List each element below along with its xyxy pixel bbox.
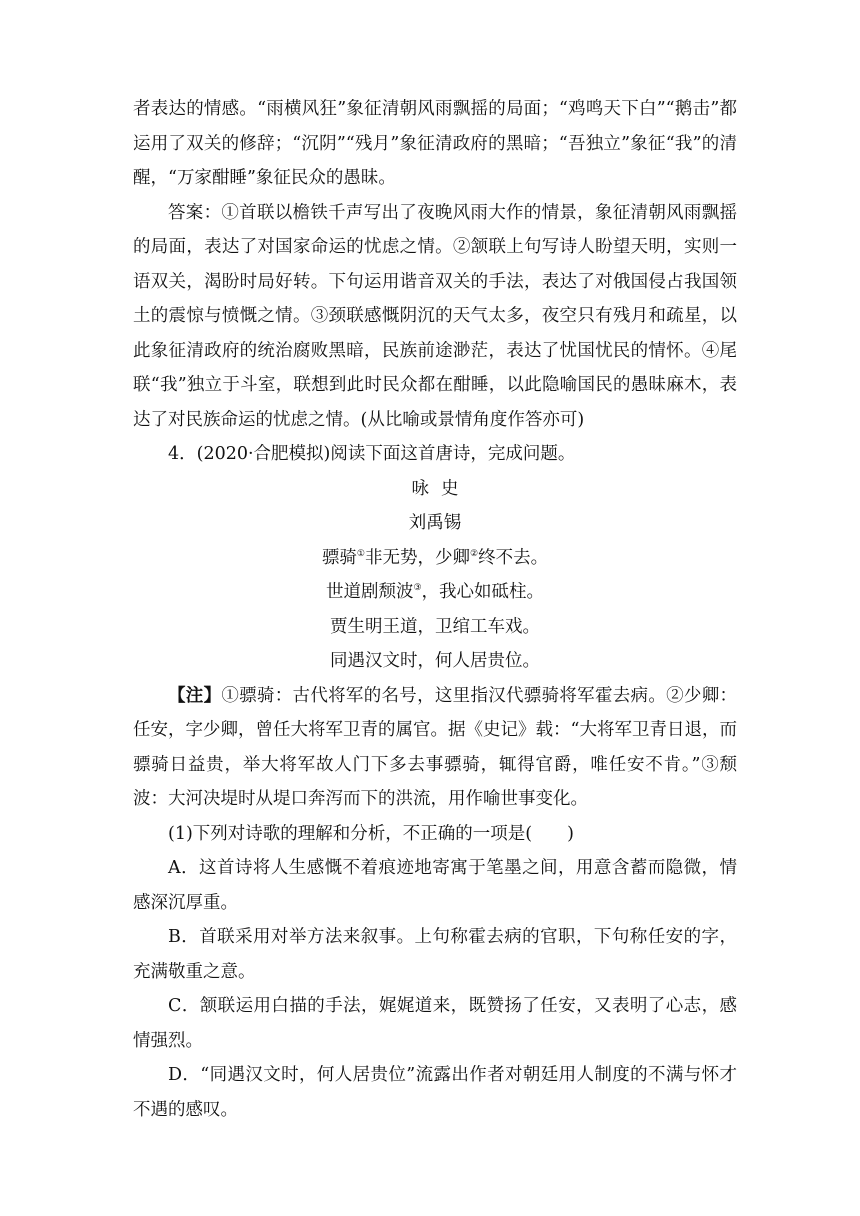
poem-line-2-part-a: 世道剧颓波 <box>325 582 414 602</box>
poem-line-1-part-b: 非无势，少卿 <box>365 547 470 568</box>
option-a: A．这首诗将人生感慨不着痕迹地寄寓于笔墨之间，用意含蓄而隐微，情感深沉厚重。 <box>133 858 737 913</box>
subquestion: (1)下列对诗歌的理解和分析，不正确的一项是( ) <box>168 823 574 844</box>
footnote-marker-3: ③ <box>413 583 422 593</box>
poem-title-text: 咏史 <box>411 478 471 499</box>
note-paragraph <box>133 679 737 817</box>
intro-paragraph: 者表达的情感。“雨横风狂”象征清朝风雨飘摇的局面；“鸡鸣天下白”“鹅击”都运用了双关的修辞；“沉阴”“残月”象征清政府的黑暗；“吾独立”象征“我”的清醒，“万家酣睡”象征民众的愚昧。 <box>133 99 737 188</box>
note-text: ①骠骑：古代将军的名号，这里指汉代骠骑将军霍去病。②少卿：任安，字少卿，曾任大将军卫青的属官。据《史记》载：“大将军卫青日退，而骠骑日益贵，举大将军故人门下多去事骠骑，辄得官爵，唯任安不肯。”③颓波：大河决堤时从堤口奔泻而下的洪流，用作喻世事变化。 <box>133 685 738 809</box>
poem-line-1-part-a: 骠骑 <box>321 547 357 568</box>
option-c: C．颔联运用白描的手法，娓娓道来，既赞扬了任安，又表明了心志，感情强烈。 <box>133 996 737 1051</box>
footnote-marker-1: ① <box>356 548 365 559</box>
poem-title <box>133 472 737 507</box>
option-d: D．“同遇汉文时，何人居贵位”流露出作者对朝廷用人制度的不满与怀才不遇的感叹。 <box>133 1065 737 1120</box>
footnote-marker-2: ② <box>470 548 479 559</box>
poem-line-1-part-c: 终不去。 <box>478 547 549 568</box>
answer-paragraph: 答案：①首联以檐铁千声写出了夜晚风雨大作的情景，象征清朝风雨飘摇的局面，表达了对国家命运的忧虑之情。②颔联上句写诗人盼望天明，实则一语双关，渴盼时局好转。下句运用谐音双关的手法，表达了对俄国侵占我国领土的震惊与愤慨之情。③颈联感慨阴沉的天气太多，夜空只有残月和疏星，以此象征清政府的统治腐败黑暗，民族前途渺茫，表达了忧国忧民的情怀。④尾联“我”独立于斗室，联想到此时民众都在酣睡，以此隐喻国民的愚昧麻木，表达了对民族命运的忧虑之情。(从比喻或景情角度作答亦可) <box>133 202 737 430</box>
poem-line-2 <box>133 575 737 610</box>
poem-line-4: 同遇汉文时，何人居贵位。 <box>330 651 540 671</box>
poem-line-2-part-b: ，我心如砥柱。 <box>421 582 545 602</box>
note-tag: 【注】 <box>168 685 222 706</box>
poem-author: 刘禹锡 <box>408 513 462 533</box>
question-heading: 4．(2020·合肥模拟)阅读下面这首唐诗，完成问题。 <box>168 444 576 464</box>
document-content <box>133 92 737 1127</box>
poem-line-3: 贾生明王道，卫绾工车戏。 <box>330 616 540 637</box>
poem-line-1 <box>133 541 737 576</box>
option-b: B．首联采用对举方法来叙事。上句称霍去病的官职，下句称任安的字，充满敬重之意。 <box>133 927 737 982</box>
